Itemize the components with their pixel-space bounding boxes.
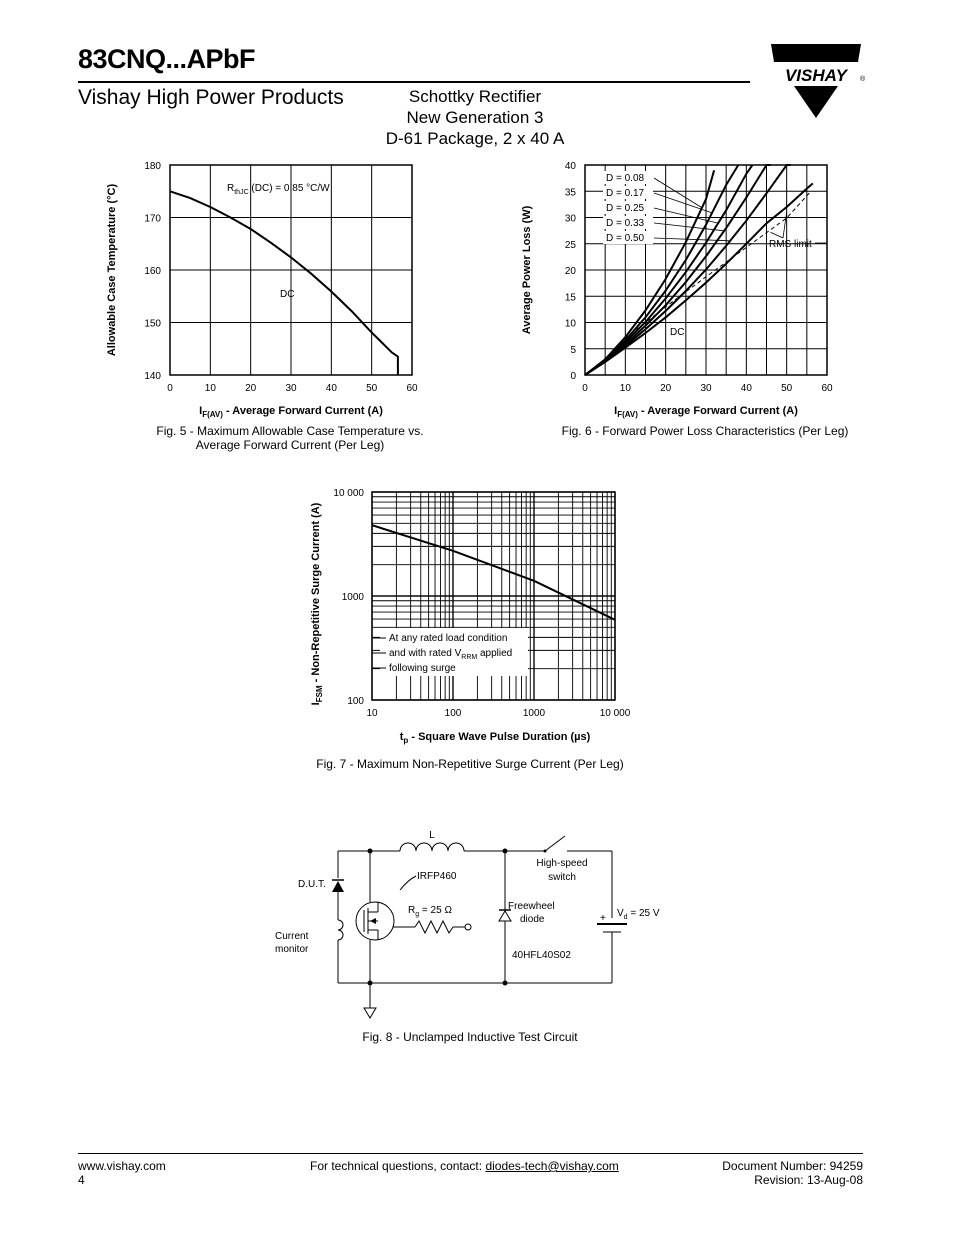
fig7-x-label: $t_p$ - Square Wave Pulse Duration (µs) — [399, 731, 591, 745]
vishay-logo — [766, 44, 866, 120]
fig5-grid — [170, 165, 412, 375]
f5-y-tick-label: 180 — [144, 161, 161, 172]
f5-y-tick-label: 150 — [144, 318, 161, 330]
logo-top-bar — [771, 44, 861, 62]
footer-doc-number: Document Number: 94259 — [722, 1159, 863, 1173]
footer-contact-text: For technical questions, contact: — [310, 1159, 486, 1173]
f5-y-tick-label: 170 — [144, 213, 161, 225]
fig7-chart — [300, 480, 645, 750]
fig5-caption — [120, 424, 460, 452]
f5-x-tick-label: 50 — [366, 383, 378, 394]
f6-x-tick-label: 20 — [660, 383, 672, 394]
fig7-y-tick-label: 1000 — [341, 592, 364, 603]
f5-x-tick-label: 10 — [204, 383, 216, 394]
f5-y-tick-label: 160 — [144, 266, 161, 277]
f5-x-tick-label: 30 — [285, 383, 297, 394]
fig6-x-ticks — [582, 383, 833, 394]
fig7-note-line-1: At any rated load condition — [389, 633, 508, 644]
vd-label: $V_d = 25$ V — [617, 908, 660, 921]
fig6-duty-leader — [654, 178, 702, 208]
f6-y-tick-label: 40 — [564, 161, 576, 172]
inductor-coil — [400, 843, 464, 851]
junction-4 — [503, 981, 508, 986]
fig7-x-tick-label: 10 000 — [599, 708, 631, 719]
footer-page-number: 4 — [78, 1173, 85, 1187]
fig6-caption: Fig. 6 - Forward Power Loss Characteristics (Per Leg) — [561, 424, 849, 438]
f6-x-tick-label: 60 — [821, 383, 833, 394]
fig6-leader-lines — [654, 178, 827, 243]
freewheel-diode-triangle — [499, 911, 511, 921]
product-line-3: D-61 Package, 2 x 40 A — [385, 129, 565, 148]
f5-x-tick-label: 60 — [406, 383, 418, 394]
footer-right — [722, 1159, 863, 1187]
gate-resistor — [415, 921, 453, 933]
footer-rule — [78, 1153, 863, 1154]
mosfet-leader — [400, 876, 416, 890]
f6-y-tick-label: 25 — [564, 239, 576, 251]
fig6-duty-label: D = 0.25 — [606, 203, 645, 214]
mosfet-label: IRFP460 — [417, 871, 457, 882]
fig6-dc-label: DC — [670, 327, 685, 338]
switch-label-1: High-speed — [536, 858, 588, 869]
footer-revision: Revision: 13-Aug-08 — [754, 1173, 863, 1187]
fig6-rms-leader-2 — [783, 212, 787, 238]
fig5-x-ticks — [167, 383, 418, 394]
f6-y-tick-label: 10 — [564, 318, 576, 330]
fig5-chart — [100, 155, 430, 425]
f6-x-tick-label: 10 — [619, 383, 631, 394]
fig5-annotation: $R_{thJC}$ (DC) = 0.85 °C/W — [227, 183, 330, 196]
f6-x-tick-label: 50 — [781, 383, 793, 394]
current-monitor-label-1: Current — [275, 931, 309, 942]
dut-diode-triangle — [332, 881, 344, 892]
fig7-x-tick-label: 100 — [444, 708, 462, 719]
f6-x-tick-label: 30 — [700, 383, 712, 394]
fig6-duty-labels — [603, 171, 653, 244]
footer-contact-email[interactable]: diodes-tech@vishay.com — [485, 1159, 619, 1173]
f5-x-tick-label: 40 — [325, 383, 337, 394]
logo-triangle — [794, 86, 838, 118]
fig7-note-line-3: following surge — [389, 663, 456, 674]
inductor-label: L — [429, 830, 435, 841]
fig7-y-label: $I_{FSM}$ - Non-Repetitive Surge Current (A) — [310, 502, 324, 706]
part-number: 83CNQ...APbF — [78, 44, 256, 74]
rg-label: $R_g = 25$ Ω — [408, 905, 452, 918]
switch-label-2: switch — [548, 872, 576, 883]
fig6-duty-label: D = 0.50 — [606, 233, 645, 244]
product-description — [360, 86, 590, 149]
fig6-rms-leader-1 — [771, 232, 783, 238]
fig6-x-label: $I_{F(AV)}$ - Average Forward Current (A) — [614, 405, 798, 419]
fig5-caption-line-2: Average Forward Current (Per Leg) — [195, 438, 385, 452]
f5-y-tick-label: 140 — [144, 371, 161, 382]
junction-1 — [368, 849, 373, 854]
header-rule — [78, 81, 750, 83]
fig6-duty-label: D = 0.33 — [606, 218, 645, 229]
current-monitor-label-2: monitor — [275, 944, 309, 955]
junction-2 — [503, 849, 508, 854]
f6-x-tick-label: 0 — [582, 383, 588, 394]
fig7-surge-curve — [372, 525, 615, 620]
gate-terminal — [465, 924, 471, 930]
current-monitor-coil — [338, 920, 343, 940]
fig5-dc-curve — [170, 191, 398, 375]
battery-plus-label: + — [600, 913, 606, 924]
freewheel-label-2: diode — [520, 914, 545, 925]
fig7-caption: Fig. 7 - Maximum Non-Repetitive Surge Current (Per Leg) — [316, 757, 624, 771]
freewheel-part-label: 40HFL40S02 — [512, 950, 571, 961]
freewheel-label-1: Freewheel — [508, 901, 555, 912]
fig6-series-rms-limit — [625, 191, 811, 338]
f5-x-tick-label: 0 — [167, 383, 173, 394]
fig5-y-label: Allowable Case Temperature (°C) — [106, 183, 118, 357]
fig7-y-tick-label: 10 000 — [333, 488, 364, 499]
fig6-chart — [515, 155, 845, 425]
fig7-x-tick-label: 1000 — [522, 708, 546, 719]
dut-label: D.U.T. — [298, 879, 326, 890]
product-line-2: New Generation 3 — [406, 108, 544, 127]
f6-y-tick-label: 5 — [570, 344, 576, 356]
fig6-duty-label: D = 0.17 — [606, 188, 645, 199]
fig6-duty-leader — [654, 223, 724, 231]
fig6-y-label: Average Power Loss (W) — [521, 205, 533, 335]
fig8-caption: Fig. 8 - Unclamped Inductive Test Circuit — [362, 1030, 578, 1044]
fig5-dc-label: DC — [280, 289, 295, 300]
fig7-y-ticks — [333, 488, 364, 707]
switch-blade — [545, 836, 565, 851]
fig5-y-ticks — [144, 161, 161, 382]
switch-contact — [544, 850, 547, 853]
f6-y-tick-label: 20 — [564, 266, 576, 277]
logo-registered-mark: ® — [860, 76, 866, 83]
f6-y-tick-label: 30 — [564, 213, 576, 225]
fig5-x-label: $I_{F(AV)}$ - Average Forward Current (A) — [199, 405, 383, 419]
fig7-x-tick-label: 10 — [366, 708, 378, 719]
fig5-caption-line-1: Fig. 5 - Maximum Allowable Case Temperature vs. — [156, 424, 424, 438]
f5-x-tick-label: 20 — [245, 383, 257, 394]
fig6-y-ticks — [565, 161, 577, 382]
logo-text: VISHAY — [784, 66, 848, 85]
f6-y-tick-label: 0 — [570, 371, 576, 382]
mosfet-arrow — [370, 918, 376, 924]
f6-y-tick-label: 15 — [564, 292, 576, 304]
f6-y-tick-label: 35 — [564, 187, 576, 199]
footer-website[interactable]: www.vishay.com — [78, 1159, 166, 1173]
junction-3 — [368, 981, 373, 986]
f6-x-tick-label: 40 — [740, 383, 752, 394]
fig8-circuit — [260, 820, 700, 1025]
fig7-x-ticks — [366, 708, 630, 719]
fig7-note-line-2: and with rated $V_{RRM}$ applied — [389, 648, 513, 661]
product-line-1: Schottky Rectifier — [408, 87, 542, 106]
company-line: Vishay High Power Products — [78, 86, 344, 109]
fig7-y-tick-label: 100 — [347, 696, 364, 707]
fig6-duty-label: D = 0.08 — [606, 173, 645, 184]
footer-contact — [310, 1159, 619, 1173]
fig6-rms-label: RMS limit — [769, 239, 812, 250]
footer-left — [78, 1159, 166, 1187]
ground-symbol — [364, 1008, 376, 1018]
